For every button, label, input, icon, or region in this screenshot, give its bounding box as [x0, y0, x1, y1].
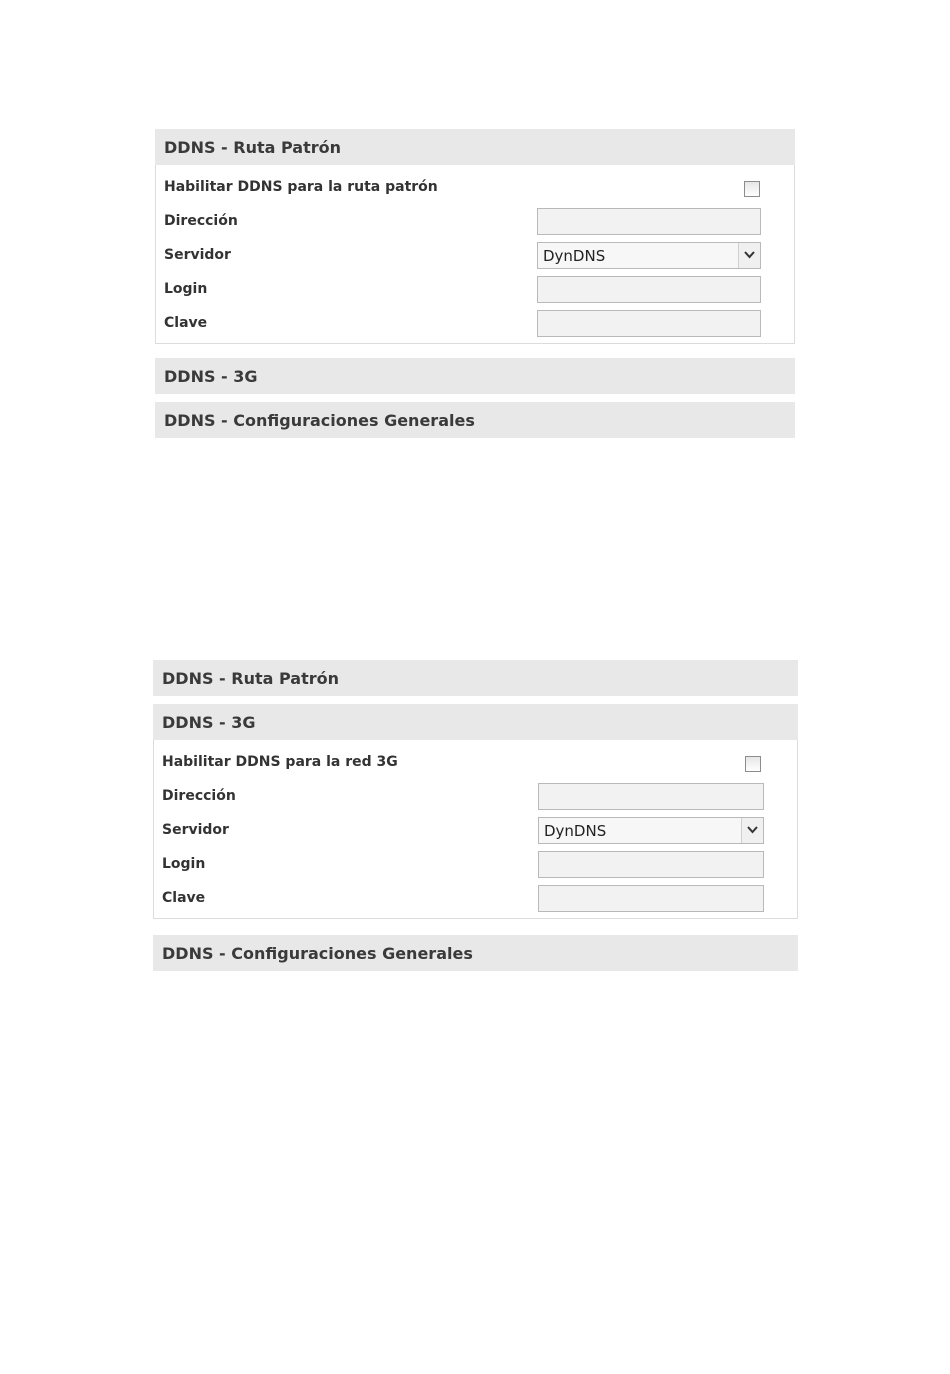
section-header-3g[interactable]: DDNS - 3G — [153, 704, 798, 740]
server-select[interactable] — [537, 242, 761, 269]
chevron-down-icon[interactable] — [738, 243, 760, 268]
section-header-general[interactable]: DDNS - Configuraciones Generales — [153, 935, 798, 971]
section-header-route[interactable]: DDNS - Ruta Patrón — [153, 660, 798, 696]
password-label: Clave — [162, 890, 206, 906]
section-header-route[interactable]: DDNS - Ruta Patrón — [155, 129, 795, 165]
enable-ddns-checkbox[interactable] — [745, 756, 761, 772]
login-input[interactable] — [538, 851, 764, 878]
enable-ddns-checkbox[interactable] — [744, 181, 760, 197]
password-input[interactable] — [537, 310, 761, 337]
login-input[interactable] — [537, 276, 761, 303]
address-input[interactable] — [537, 208, 761, 235]
password-row — [164, 313, 794, 341]
server-label: Servidor — [162, 822, 229, 838]
server-label: Servidor — [164, 247, 231, 263]
server-row — [162, 820, 797, 848]
server-select[interactable] — [538, 817, 764, 844]
enable-row — [164, 177, 794, 205]
enable-label: Habilitar DDNS para la ruta patrón — [164, 179, 438, 195]
login-row — [162, 854, 797, 882]
chevron-down-icon[interactable] — [741, 818, 763, 843]
address-row — [164, 211, 794, 239]
password-input[interactable] — [538, 885, 764, 912]
address-row — [162, 786, 797, 814]
password-label: Clave — [164, 315, 208, 331]
section-body-route — [155, 165, 795, 344]
login-label: Login — [164, 281, 208, 297]
enable-row — [162, 752, 797, 780]
address-label: Dirección — [162, 788, 236, 804]
password-row — [162, 888, 797, 916]
section-header-general[interactable]: DDNS - Configuraciones Generales — [155, 402, 795, 438]
section-body-3g — [153, 740, 798, 919]
server-select-value: DynDNS — [543, 247, 606, 265]
server-row — [164, 245, 794, 273]
login-label: Login — [162, 856, 206, 872]
address-label: Dirección — [164, 213, 238, 229]
ddns-panel-3g — [153, 660, 798, 971]
enable-label: Habilitar DDNS para la red 3G — [162, 754, 398, 770]
server-select-value: DynDNS — [544, 822, 607, 840]
ddns-panel-route — [155, 129, 795, 438]
address-input[interactable] — [538, 783, 764, 810]
login-row — [164, 279, 794, 307]
section-header-3g[interactable]: DDNS - 3G — [155, 358, 795, 394]
